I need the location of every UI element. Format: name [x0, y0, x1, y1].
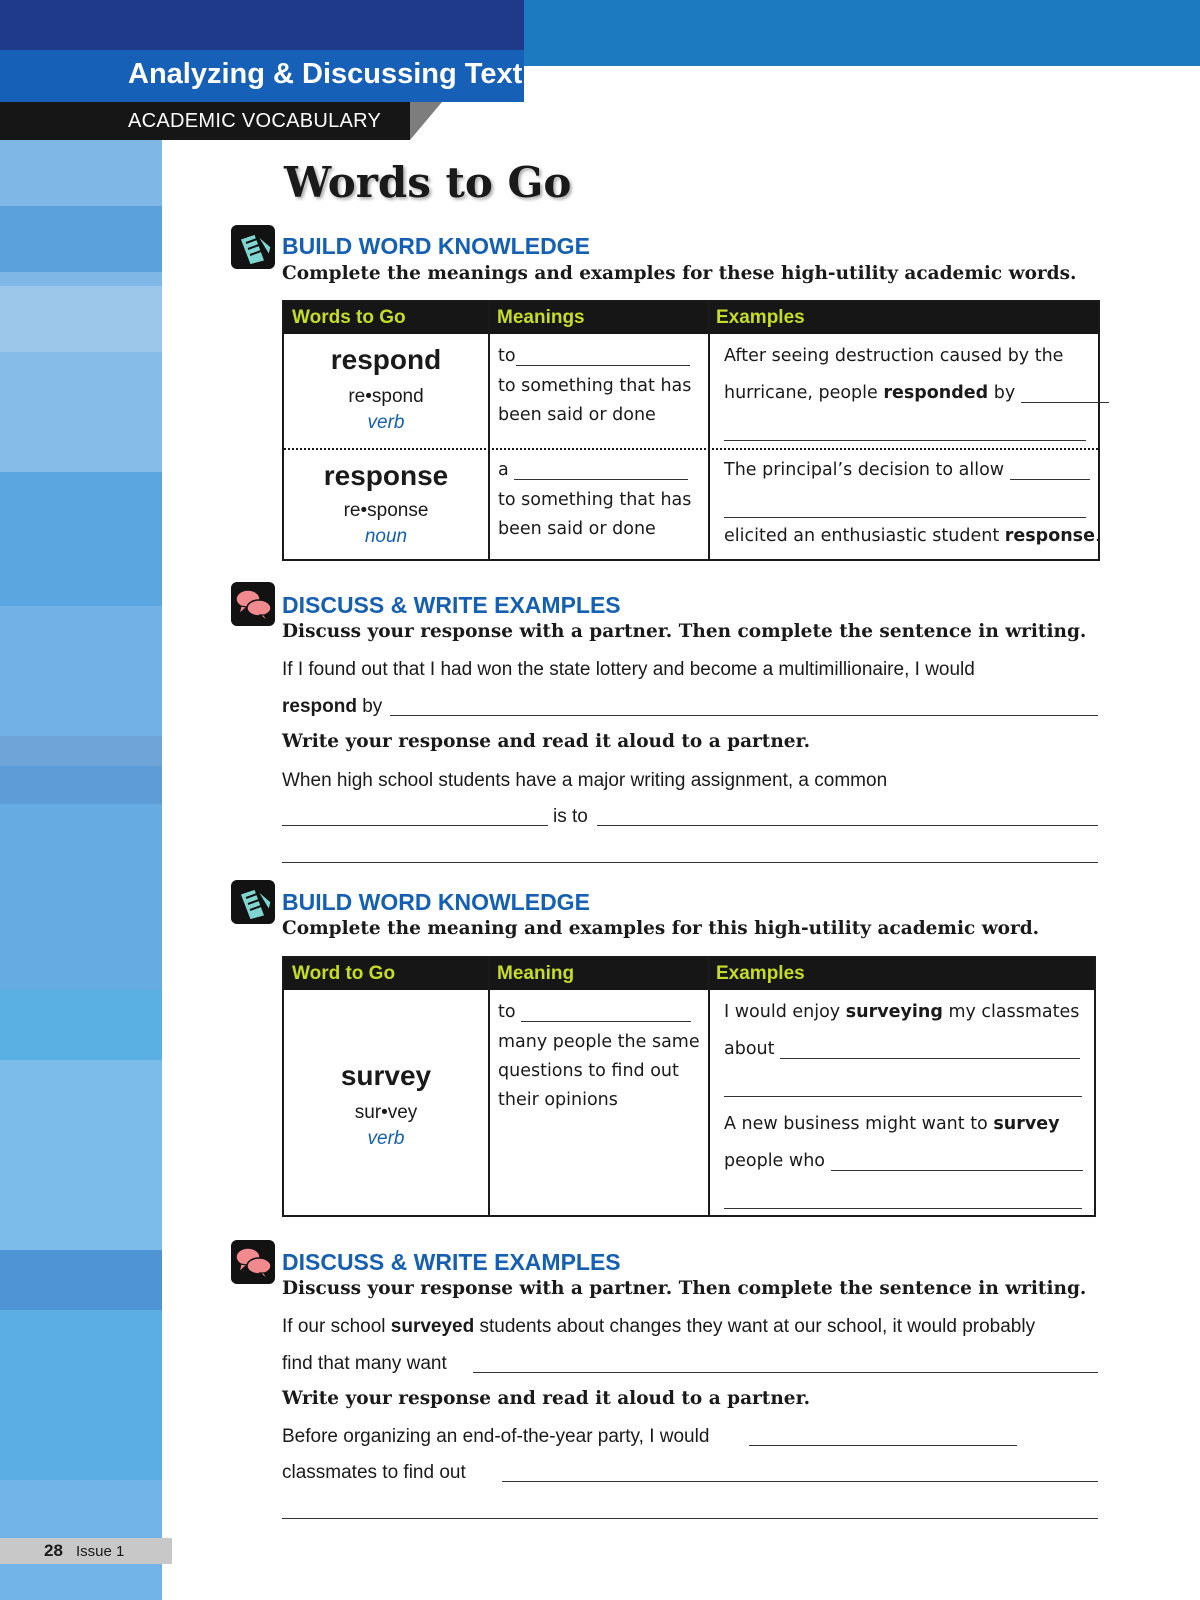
vocab-table: [282, 300, 1100, 561]
section-title: BUILD WORD KNOWLEDGE: [282, 889, 590, 915]
meaning-line: questions to find out: [498, 1061, 679, 1081]
answer-blank[interactable]: [514, 479, 688, 480]
meaning-line: to something that has: [498, 376, 692, 396]
column-header: Word to Go: [292, 963, 396, 984]
writing-prompt: respond by: [282, 696, 383, 717]
writing-prompt: classmates to find out: [282, 1462, 466, 1483]
stripe-block: [0, 804, 162, 990]
table-header: [284, 958, 1094, 990]
column-header: Meaning: [497, 963, 575, 984]
word-syllables: re•sponse: [343, 500, 429, 521]
writing-prompt: Before organizing an end-of-the-year party, I would: [282, 1426, 710, 1447]
vocab-word: survey: [340, 1060, 432, 1091]
meaning-line: to: [498, 1002, 691, 1022]
stripe-block: [0, 286, 162, 352]
example-line: After seeing destruction caused by the: [724, 346, 1064, 366]
column-header: Meanings: [497, 307, 585, 328]
example-line: elicited an enthusiastic student response.: [724, 526, 1101, 546]
writing-prompt: find that many want: [282, 1353, 447, 1374]
section-title: DISCUSS & WRITE EXAMPLES: [282, 592, 621, 618]
writing-prompt: If our school surveyed students about changes they want at our school, it would probably: [282, 1316, 1036, 1337]
discuss-icon: [231, 582, 275, 626]
stripe-block: [0, 990, 162, 1060]
part-of-speech: noun: [364, 526, 408, 547]
vocab-word: response: [323, 460, 449, 491]
column-header: Examples: [716, 963, 805, 984]
meaning-line: been said or done: [498, 519, 656, 539]
answer-line[interactable]: [282, 1518, 1098, 1519]
word-syllables: sur•vey: [354, 1102, 418, 1123]
word-knowledge-icon: [231, 880, 275, 924]
meaning-line: a: [498, 460, 688, 480]
column-divider: [488, 958, 490, 1215]
stripe-block: [0, 606, 162, 736]
answer-line[interactable]: [282, 862, 1098, 863]
section-instruction: Discuss your response with a partner. Then complete the sentence in writing.: [282, 1278, 1087, 1299]
page-number: 28: [44, 1541, 63, 1560]
section-title: BUILD WORD KNOWLEDGE: [282, 233, 590, 259]
header-title-bar: [0, 50, 524, 102]
header-title: Analyzing & Discussing Text: [128, 58, 523, 90]
meaning-line: many people the same: [498, 1032, 700, 1052]
answer-line[interactable]: [749, 1445, 1017, 1446]
column-divider: [708, 958, 710, 1215]
example-line: people who: [724, 1151, 1083, 1171]
example-line: about: [724, 1039, 1080, 1059]
part-of-speech: verb: [367, 412, 405, 433]
answer-line[interactable]: [597, 825, 1098, 826]
stripe-block: [0, 206, 162, 272]
example-line: A new business might want to survey: [724, 1114, 1060, 1134]
column-divider: [488, 302, 490, 559]
answer-line[interactable]: [724, 1096, 1082, 1097]
writing-instruction: Write your response and read it aloud to a partner.: [282, 731, 811, 752]
writing-prompt: When high school students have a major writing assignment, a common: [282, 770, 888, 791]
answer-line[interactable]: [724, 517, 1086, 518]
stripe-block: [0, 1250, 162, 1310]
word-knowledge-icon: [231, 225, 275, 269]
row-divider: [284, 448, 1098, 450]
answer-line[interactable]: [724, 1208, 1082, 1209]
stripe-block: [0, 1310, 162, 1480]
meaning-line: their opinions: [498, 1090, 618, 1110]
stripe-block: [0, 736, 162, 766]
subtitle-wedge: [410, 102, 442, 140]
stripe-block: [0, 140, 162, 206]
answer-line[interactable]: [724, 440, 1086, 441]
column-header: Words to Go: [292, 307, 406, 328]
answer-blank[interactable]: [516, 365, 690, 366]
header-subtitle: ACADEMIC VOCABULARY: [128, 110, 382, 132]
answer-blank[interactable]: [1021, 402, 1109, 403]
writing-prompt: If I found out that I had won the state lottery and become a multimillionaire, I would: [282, 659, 975, 680]
stripe-block: [0, 1060, 162, 1250]
word-syllables: re•spond: [348, 386, 424, 407]
example-line: hurricane, people responded by: [724, 383, 1109, 403]
answer-line[interactable]: [502, 1481, 1098, 1482]
stripe-block: [0, 272, 162, 286]
section-instruction: Complete the meaning and examples for this high-utility academic word.: [282, 918, 1040, 939]
vocab-table: [282, 956, 1096, 1217]
issue-label: Issue 1: [76, 1543, 125, 1560]
section-instruction: Complete the meanings and examples for these high-utility academic words.: [282, 263, 1077, 284]
answer-blank[interactable]: [521, 1021, 691, 1022]
answer-line[interactable]: [473, 1372, 1098, 1373]
page-title: Words to Go: [284, 158, 572, 207]
example-line: I would enjoy surveying my classmates: [724, 1002, 1080, 1022]
writing-prompt: is to: [553, 806, 588, 827]
stripe-block: [0, 352, 162, 472]
answer-blank[interactable]: [780, 1058, 1080, 1059]
stripe-block: [0, 766, 162, 804]
writing-instruction: Write your response and read it aloud to a partner.: [282, 1388, 811, 1409]
meaning-line: to something that has: [498, 490, 692, 510]
column-header: Examples: [716, 307, 805, 328]
stripe-block: [0, 472, 162, 606]
answer-line[interactable]: [390, 715, 1098, 716]
meaning-line: been said or done: [498, 405, 656, 425]
discuss-icon: [231, 1240, 275, 1284]
section-title: DISCUSS & WRITE EXAMPLES: [282, 1249, 621, 1275]
vocab-word: respond: [330, 344, 442, 375]
section-instruction: Discuss your response with a partner. Then complete the sentence in writing.: [282, 621, 1087, 642]
page-footer: [0, 1538, 172, 1564]
table-header: [284, 302, 1098, 334]
answer-line[interactable]: [282, 825, 548, 826]
column-divider: [708, 302, 710, 559]
top-banner-wedge: [400, 0, 524, 50]
example-line: The principal’s decision to allow: [724, 460, 1090, 480]
meaning-line: to: [498, 346, 690, 366]
answer-blank[interactable]: [1010, 479, 1090, 480]
header-subtitle-bar: [0, 102, 410, 140]
part-of-speech: verb: [367, 1128, 405, 1149]
answer-blank[interactable]: [831, 1170, 1083, 1171]
